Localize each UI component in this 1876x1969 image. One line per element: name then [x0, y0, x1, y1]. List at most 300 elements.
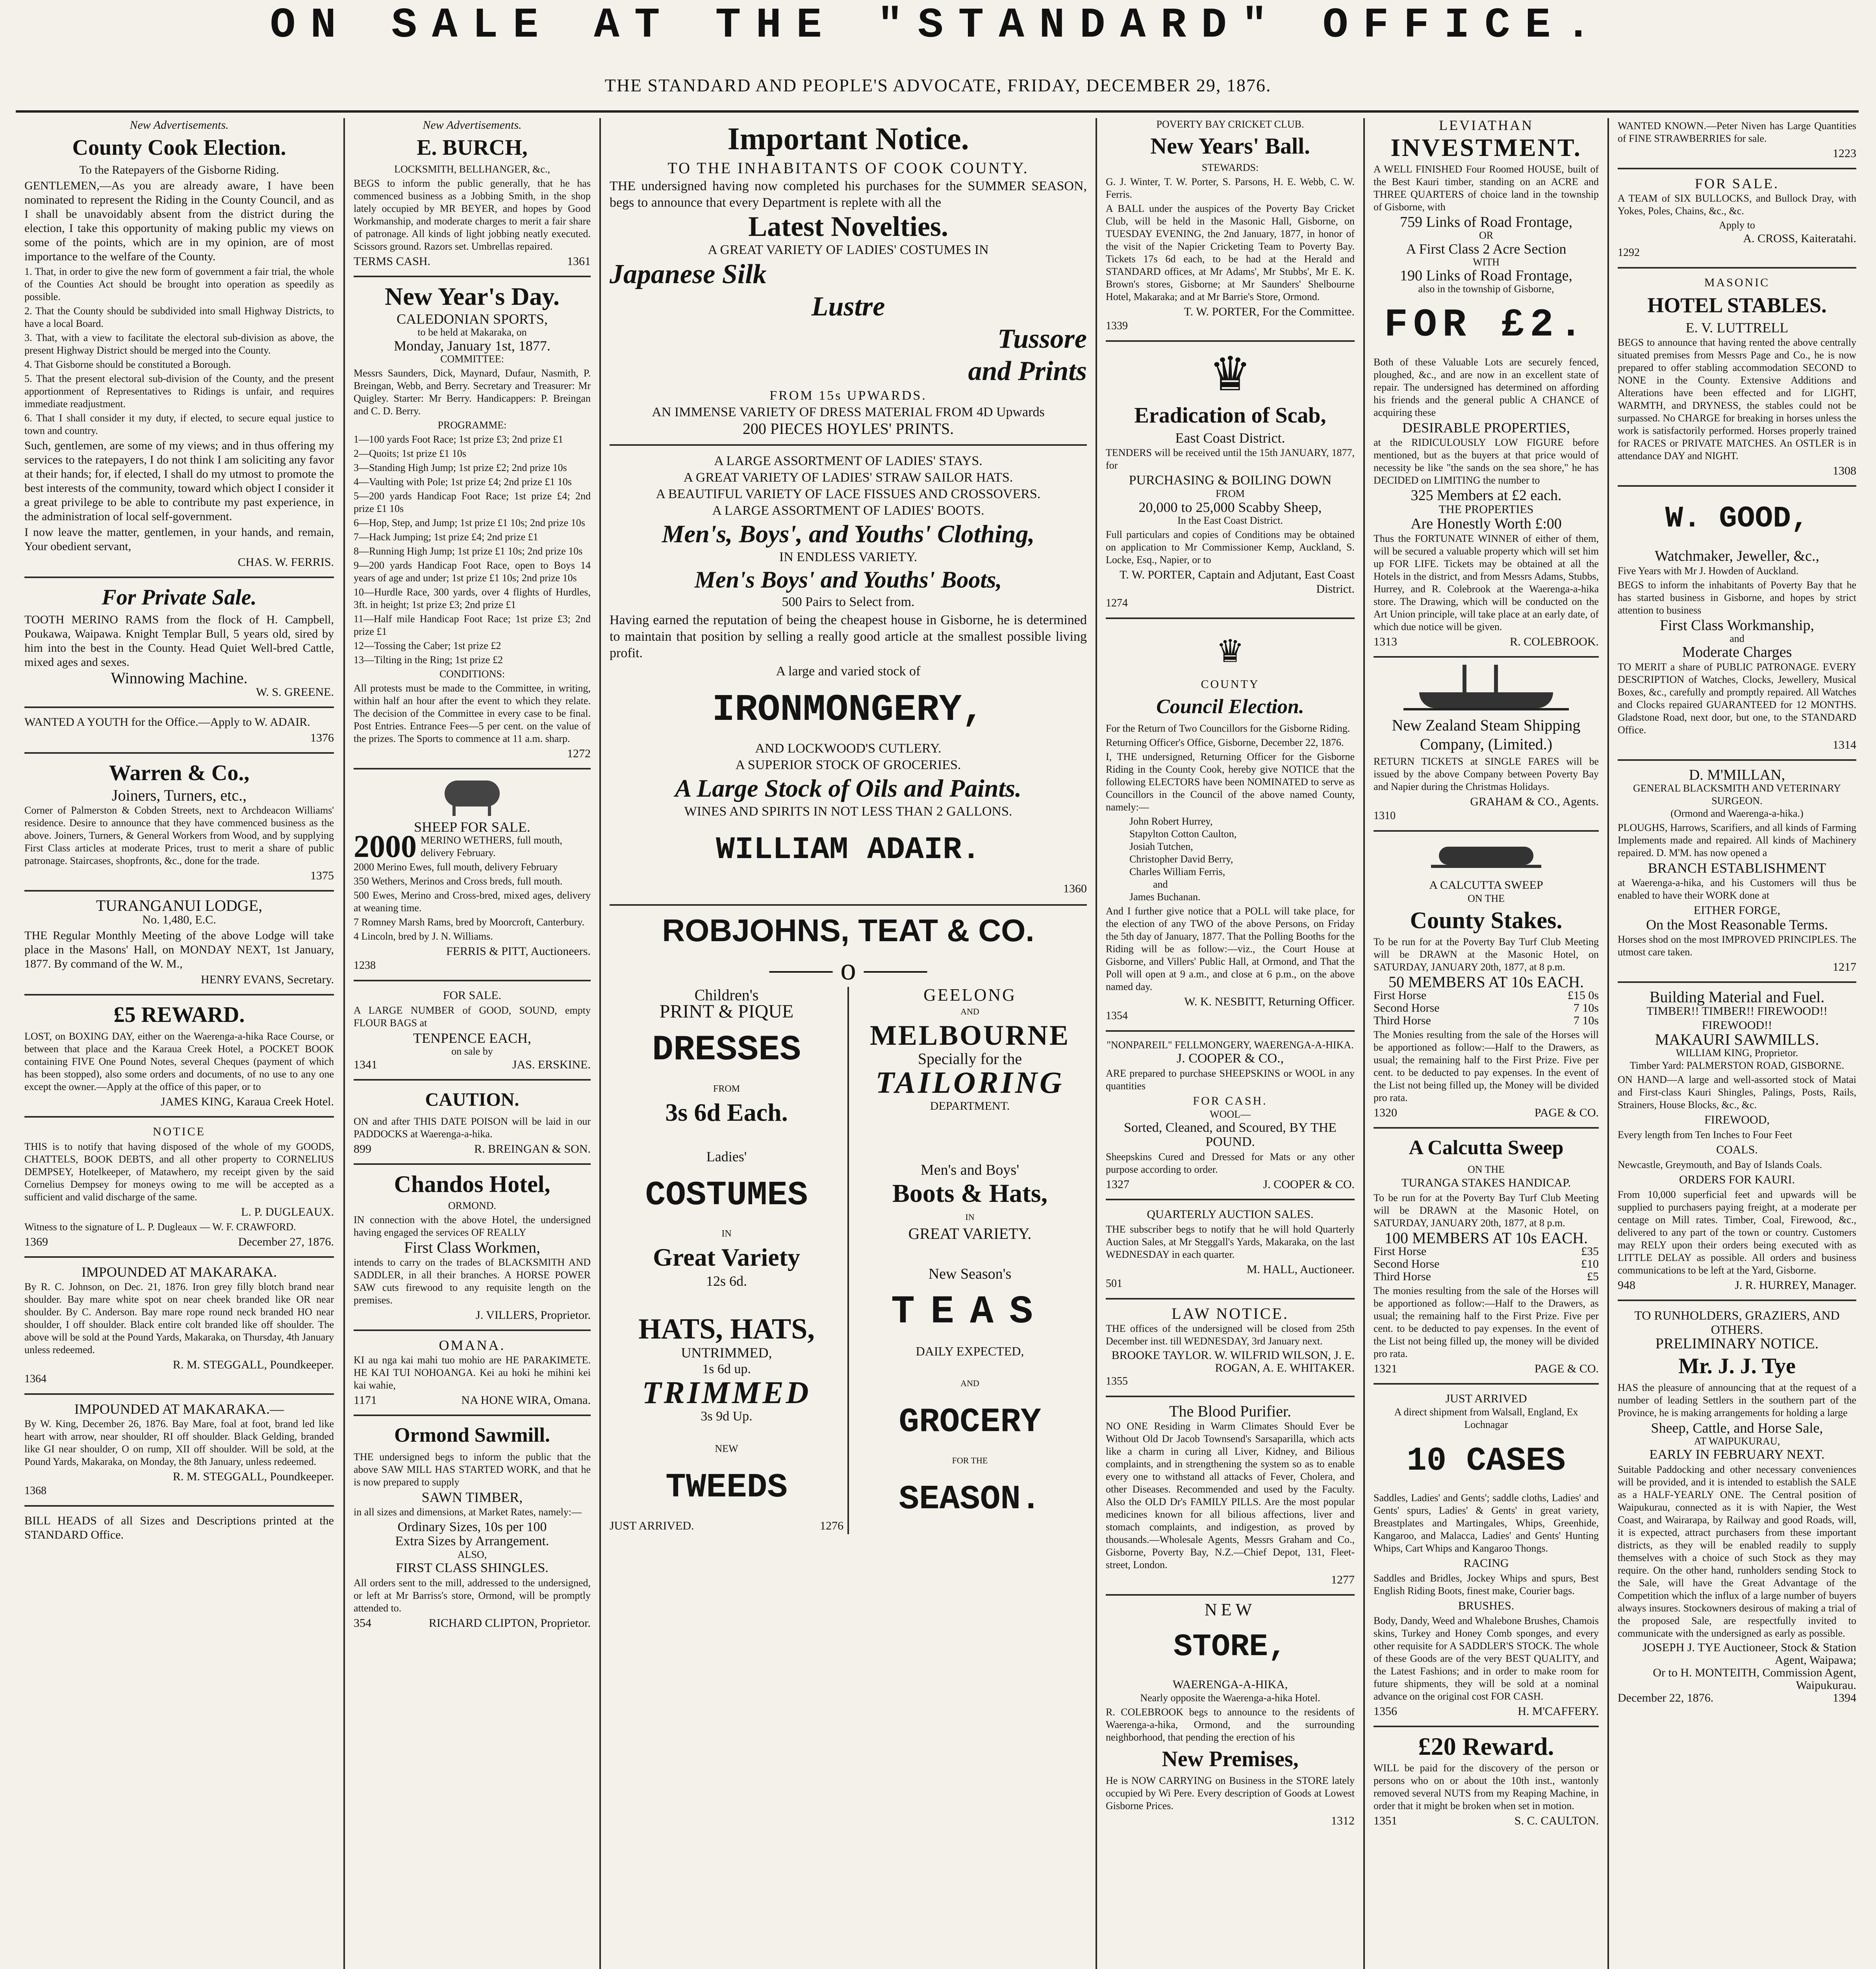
section-label: New Advertisements.	[130, 119, 229, 132]
ad-subtitle: TURANGA STAKES HANDICAP.	[1401, 1176, 1571, 1189]
sheep-icon	[437, 777, 508, 816]
ad-heading: Mr. J. J. Tye	[1678, 1354, 1796, 1378]
ad-line: Timber Yard: PALMERSTON ROAD, GISBORNE.	[1629, 1060, 1844, 1071]
ad-body: Such, gentlemen, are some of my views; and in thus offering my services to the ratepayers, I do not think I am soliciting any favor at their hands; for, if elected, I shall do my utmost to promote the best interests of the community, toward which object I consider it a great privilege to be able to contribute my past experience, in the administration of local self-government.	[24, 439, 334, 523]
ad-heading: Winnowing Machine.	[111, 669, 248, 687]
ad-heading: Latest Novelties.	[748, 211, 948, 242]
ad-title: HOTEL STABLES.	[1647, 293, 1827, 317]
ad-body: MERINO WETHERS, full mouth, delivery February.	[421, 834, 562, 858]
ad-number: 1327	[1106, 1178, 1129, 1191]
ad-subtitle: No. 1,480, E.C.	[142, 913, 216, 926]
ad-body: Body, Dandy, Weed and Whalebone Brushes, Chamois skins, Turkey and Honey Comb sponges, and every other requisite for A SADDLER'S STOCK. The whole of these Goods are of the very BEST QUALITY, and the Latest Fashions; and in order to make room for future shipments, they will be sold at a nominal advance on the original cost FOR CASH.	[1374, 1615, 1599, 1702]
ad-subtitle: Joiners, Turners, etc.,	[111, 786, 247, 804]
masthead-banner: ON SALE AT THE "STANDARD" OFFICE.	[270, 2, 1606, 50]
ad-footer	[24, 1235, 334, 1249]
ad-number: 1310	[1374, 810, 1396, 822]
ad-heading: DRESSES	[652, 1030, 801, 1070]
programme-item: 6—Hop, Step, and Jump; 1st prize £1 10s; 2nd prize 10s	[354, 517, 585, 528]
ad-title: E. BURCH,	[417, 135, 528, 160]
ad-heading: FOR £2.	[1384, 303, 1589, 348]
programme-item: 1—100 yards Foot Race; 1st prize £3; 2nd prize £1	[354, 434, 564, 445]
stock-line: 7 Romney Marsh Rams, bred by Moorcroft, Canterbury.	[354, 916, 585, 928]
robjohns-columns	[610, 987, 1087, 1534]
ad-subtitle: TO RUNHOLDERS, GRAZIERS, AND OTHERS.	[1634, 1308, 1840, 1337]
ad-heading: 50 MEMBERS AT 10s EACH.	[1388, 973, 1584, 991]
ad-title: QUARTERLY AUCTION SALES.	[1147, 1208, 1314, 1221]
divider	[610, 904, 1087, 906]
ad-number: 1238	[354, 959, 376, 972]
ad-heading: MELBOURNE	[869, 1020, 1070, 1051]
ad-line: A BEAUTIFUL VARIETY OF LACE FISSUES AND CROSSOVERS.	[656, 487, 1041, 501]
ad-signature: CHAS. W. FERRIS.	[237, 556, 334, 569]
ad-heading: 759 Links of Road Frontage,	[1400, 214, 1572, 230]
ad-line: Children's	[694, 986, 759, 1004]
ad-lead	[354, 829, 591, 864]
ad-body: THE offices of the undersigned will be closed from 25th December inst. till WEDNESDAY, 3rd January next.	[1106, 1323, 1355, 1347]
ad-body: ON HAND—A large and well-assorted stock of Matai and First-class Kauri Shingles, Palings, Posts, Rails, Strainers, House Blocks, &c., &c.	[1618, 1074, 1856, 1111]
ad-line: IN	[965, 1212, 975, 1222]
ad-title: Eradication of Scab,	[1134, 403, 1326, 428]
ad-heading: Are Honestly Worth £:00	[1411, 515, 1562, 532]
ad-number: 1361	[567, 255, 591, 268]
fabric-prints: and Prints	[968, 356, 1087, 386]
crown-icon: ♛	[1209, 348, 1251, 400]
ad-line: AT WAIPUKURAU,	[1694, 1435, 1780, 1447]
ad-number: 1274	[1106, 597, 1128, 609]
ad-body: G. J. Winter, T. W. Porter, S. Parsons, H. E. Webb, C. W. Ferris.	[1106, 176, 1355, 200]
ad-date: December 27, 1876.	[238, 1235, 334, 1248]
ad-subtitle: GENERAL BLACKSMITH AND VETERINARY SURGEON.	[1633, 782, 1841, 807]
programme-item: 5—200 yards Handicap Foot Race; 1st prize £4; 2nd prize £1 10s	[354, 490, 591, 514]
ad-signature: A. CROSS, Kaiteratahi.	[1743, 232, 1856, 245]
ad-body: To be run for at the Poverty Bay Turf Club Meeting will be DRAWN at the Masonic Hotel, on SATURDAY, JANUARY 20th, 1877, at 8 p.m.	[1374, 936, 1599, 973]
ad-heading: First Class Workmanship,	[1659, 617, 1815, 634]
ad-number: 1341	[354, 1058, 377, 1071]
ad-heading: HATS, HATS,	[638, 1313, 815, 1345]
ad-line: In the East Coast District.	[1177, 515, 1283, 526]
ad-signature: JAMES KING, Karaua Creek Hotel.	[161, 1095, 334, 1108]
ad-body: THE subscriber begs to notify that he will hold Quarterly Auction Sales, at Mr Steggall's Yards, Makaraka, on the last WEDNESDAY in each quarter.	[1106, 1224, 1355, 1260]
ad-heading: STEWARDS:	[1201, 162, 1259, 173]
ad-title: IMPOUNDED AT MAKARAKA.	[81, 1264, 277, 1280]
ad-signature: W. K. NESBITT, Returning Officer.	[1184, 995, 1355, 1008]
ad-line: GREAT VARIETY.	[908, 1225, 1032, 1242]
prize-label: Second Horse	[1374, 1257, 1440, 1270]
ad-signature: GRAHAM & CO., Agents.	[1470, 795, 1599, 808]
ad-line: Specially for the	[918, 1050, 1022, 1068]
ad-title: D. M'MILLAN,	[1689, 767, 1785, 783]
ad-body: THE undersigned having now completed his purchases for the SUMMER SEASON, begs to announce that every Department is replete with all the	[610, 179, 1087, 210]
ad-line: A direct shipment from Walsall, England, Ex Lochnagar	[1394, 1406, 1578, 1430]
ad-signature: JAS. ERSKINE.	[512, 1058, 591, 1071]
ad-line: A GREAT VARIETY OF LADIES' STRAW SAILOR HATS.	[683, 470, 1013, 485]
ad-title: County Stakes.	[1410, 907, 1563, 933]
ad-body: By W. King, December 26, 1876. Bay Mare, foal at foot, brand led like heart with arrow, near shoulder, RI off shoulder. Black Gelding, branded like GI near shoulder, O on rump, XII off shoulder. Will be sold, at the Pound Yards, Makaraka, on Monday, the 8th January, unless redeemed.	[24, 1418, 334, 1467]
divider	[1374, 1127, 1599, 1129]
ad-footer	[1374, 1362, 1599, 1376]
prize-value: 7 10s	[1573, 1001, 1599, 1014]
ad-heading: RACING	[1463, 1557, 1509, 1570]
ad-signature: H. M'CAFFERY.	[1518, 1705, 1599, 1718]
divider	[1374, 830, 1599, 832]
ad-subtitle: TO THE INHABITANTS OF COOK COUNTY.	[667, 159, 1029, 177]
ad-title: For Private Sale.	[102, 585, 257, 610]
ad-subtitle: COUNTY	[1201, 678, 1260, 691]
ad-signature: J. COOPER & CO.	[1263, 1178, 1355, 1191]
ad-body: WILL be paid for the discovery of the person or persons who on or about the 10th inst., wantonly removed several NUTS from my Reaping Machine, in order that it might be broken when set in motion.	[1374, 1762, 1599, 1811]
divider	[1374, 656, 1599, 658]
ad-line: FROM	[1216, 488, 1245, 499]
ad-body: I now leave the matter, gentlemen, in your hands, and remain, Your obedient servant,	[24, 526, 334, 553]
divider	[24, 1256, 334, 1258]
ad-body: Horses shod on the most IMPROVED PRINCIPLES. The utmost care taken.	[1618, 934, 1856, 958]
ad-title: Council Election.	[1156, 695, 1304, 718]
ad-body: ARE prepared to purchase SHEEPSKINS or WOOL in any quantities	[1106, 1068, 1355, 1092]
ad-line: Nearly opposite the Waerenga-a-hika Hotel.	[1140, 1692, 1320, 1704]
ad-number: 1272	[567, 747, 591, 760]
ad-heading: Great Variety	[653, 1243, 800, 1271]
ad-title: ROBJOHNS, TEAT & CO.	[662, 913, 1034, 948]
divider	[354, 1079, 591, 1081]
column-2	[345, 118, 599, 1969]
ad-signature: T. W. PORTER, For the Committee.	[1184, 305, 1355, 318]
ad-body: KI au nga kai mahi tuo mohio are HE PARAKIMETE. HE KAI TUI NOHOANGA. Kei au hoki he mihini kei kai wahie,	[354, 1354, 591, 1391]
ad-body: To be run for at the Poverty Bay Turf Club Meeting will be DRAWN at the Masonic Hotel, on SATURDAY, JANUARY 20th, 1877, at 8 p.m.	[1374, 1192, 1599, 1229]
ad-price: 12s 6d.	[706, 1273, 747, 1289]
ad-signature: JOSEPH J. TYE Auctioneer, Stock & Station Agent, Waipawa;	[1642, 1641, 1856, 1667]
prize-value: £10	[1581, 1257, 1599, 1270]
ad-line: A LARGE ASSORTMENT OF LADIES' BOOTS.	[712, 503, 984, 518]
ad-heading: COSTUMES	[645, 1176, 808, 1214]
ad-body: in all sizes and dimensions, at Market Rates, namely:—	[354, 1506, 582, 1518]
ad-title: CAUTION.	[425, 1089, 519, 1110]
ad-heading: New Premises,	[1162, 1747, 1299, 1771]
prize-label: Third Horse	[1374, 1014, 1431, 1027]
ad-title: New Years' Ball.	[1150, 133, 1310, 159]
ad-line: AND	[960, 1007, 979, 1016]
ad-subtitle: East Coast District.	[1175, 430, 1285, 446]
ad-line: Ladies'	[706, 1149, 747, 1164]
column-4	[1097, 118, 1363, 1969]
divider	[24, 706, 334, 708]
divider	[354, 1415, 591, 1416]
divider	[24, 1505, 334, 1507]
divider	[24, 1116, 334, 1118]
programme-item: 3—Standing High Jump; 1st prize £2; 2nd prize 10s	[354, 462, 567, 473]
ad-body: Both of these Valuable Lots are securely fenced, ploughed, &c., and are now in an excellent state of repair. The undersigned has determined on affording his friends and the general public A CHANCE of acquiring these	[1374, 356, 1599, 418]
prize-value: £5	[1587, 1270, 1599, 1283]
ad-body: BEGS to inform the inhabitants of Poverty Bay that he has started business in Gisborne, and hopes by strict attention to business	[1618, 579, 1856, 616]
ad-line: IN ENDLESS VARIETY.	[779, 550, 918, 564]
programme-item: 8—Running High Jump; 1st prize £1 10s; 2nd prize 10s	[354, 545, 583, 557]
ad-body: Every length from Ten Inches to Four Feet	[1618, 1129, 1793, 1140]
ad-number: 1171	[354, 1394, 377, 1407]
ad-subtitle: JUST ARRIVED	[1445, 1392, 1527, 1405]
ad-title: IMPOUNDED AT MAKARAKA.—	[74, 1401, 284, 1417]
ad-signature: T. W. PORTER, Captain and Adjutant, East Coast District.	[1120, 568, 1355, 595]
prize-row	[1374, 989, 1599, 1002]
ad-body: A LARGE NUMBER of GOOD, SOUND, empty FLOUR BAGS at	[354, 1005, 591, 1029]
ad-heading: TWEEDS	[665, 1468, 788, 1507]
ad-body: Messrs Saunders, Dick, Maynard, Dufaur, Nasmith, P. Breingan, Webb, and Berry. Secretary and Treasurer: Mr Quigley. Starter: Mr Berry. Handicappers: P. Breingan and C. D. Berry.	[354, 367, 591, 417]
divider	[1374, 1726, 1599, 1727]
ad-heading: FOR CASH.	[1193, 1094, 1268, 1107]
ad-title: £5 REWARD.	[113, 1003, 245, 1027]
divider	[354, 768, 591, 769]
ad-body: All protests must be made to the Committee, in writing, within half an hour after the event to which they relate. The decision of the Committee in every case to be final. Post Entries. Entrance Fees—5 per cent. on the value of the prizes. The Sports to commence at 11 a.m. sharp.	[354, 682, 591, 744]
nominee: Charles William Ferris,	[1129, 866, 1225, 877]
ad-number: 501	[1106, 1277, 1122, 1290]
ad-number: 1369	[24, 1235, 48, 1248]
ad-number: 1321	[1374, 1362, 1397, 1375]
ad-number: 1292	[1618, 247, 1640, 259]
prize-label: Second Horse	[1374, 1001, 1440, 1014]
ad-footer	[1618, 1278, 1856, 1292]
ad-heading: TIMBER!! TIMBER!! FIREWOOD!! FIREWOOD!!	[1646, 1005, 1828, 1032]
ad-number: 1376	[310, 731, 334, 744]
ad-heading: FIREWOOD,	[1704, 1113, 1770, 1126]
divider	[1618, 981, 1856, 983]
ad-body: BEGS to announce that having rented the above centrally situated premises from Messrs Page and Co., he is now prepared to offer stabling accommodation SECOND to NONE in the County. Extensive Additions and Alterations have been effected and for LIGHT, WARMTH, and DRYNESS, the stables could not be surpassed. No CHARGE for breaking in horses unless the work is satisfactorily performed. Horses properly trained for RACES or PRIVATE MATCHES. An OSTLER is in attendance DAY and NIGHT.	[1618, 337, 1856, 462]
ad-body: HAS the pleasure of announcing that at the request of a number of leading Settlers in the southern part of the Province, he is making arrangements for holding a large	[1618, 1382, 1856, 1418]
ad-body: THE undersigned begs to inform the public that the above SAW MILL HAS STARTED WORK, and that he is now prepared to supply	[354, 1451, 591, 1488]
ad-line: A SUPERIOR STOCK OF GROCERIES.	[735, 758, 961, 772]
ad-title: £20 Reward.	[1418, 1732, 1554, 1760]
ad-heading: GROCERY	[899, 1403, 1041, 1441]
ad-body: The monies resulting from the sale of the Horses will be apportioned as follow:—Half to the Drawers, as usual; the remaining half to the First Prize. Five per cent. to be deducted to pay expenses. In the event of the List not being filled up, the money will be divided pro rata.	[1374, 1285, 1599, 1359]
divider	[24, 994, 334, 996]
ad-heading: On the Most Reasonable Terms.	[1646, 917, 1828, 933]
ad-heading: BRANCH ESTABLISHMENT	[1648, 860, 1826, 876]
ad-heading: BRUSHES.	[1458, 1599, 1515, 1612]
ad-title: Chandos Hotel,	[394, 1171, 551, 1197]
ad-body: BILL HEADS of all Sizes and Descriptions printed at the STANDARD Office.	[24, 1514, 334, 1541]
prize-row	[1374, 1002, 1599, 1014]
ad-footer	[1106, 1177, 1355, 1192]
ad-point: 4. That Gisborne should be constituted a Borough.	[24, 359, 231, 370]
ad-date: December 22, 1876.	[1618, 1691, 1714, 1704]
ad-line: A large and varied stock of	[776, 664, 921, 679]
ad-subtitle: CALEDONIAN SPORTS,	[397, 311, 548, 327]
ad-heading: CONDITIONS:	[439, 668, 505, 680]
ad-body: TENDERS will be received until the 15th JANUARY, 1877, for	[1106, 447, 1355, 471]
divider	[1106, 1594, 1355, 1596]
ad-heading: TRIMMED	[642, 1376, 811, 1410]
ad-heading: A First Class 2 Acre Section	[1406, 241, 1566, 257]
ad-subtitle: WAERENGA-A-HIKA,	[1172, 1678, 1288, 1691]
ad-line: A LARGE ASSORTMENT OF LADIES' STAYS.	[714, 454, 982, 468]
ad-big-number: 2000	[354, 829, 417, 864]
ad-signature: Or to H. MONTEITH, Commission Agent, Waipukurau.	[1653, 1666, 1856, 1692]
ad-body: Corner of Palmerston & Cobden Streets, next to Archdeacon Williams' residence. Desire to announce that they have commenced business as the above. Joiners, Turners, & General Workers from Wood, and by supplying First Class articles at moderate Prices, trust to merit a share of public patronage. Staircases, shopfronts, &c., done for the trade.	[24, 805, 334, 866]
ad-line: FOR THE	[952, 1455, 988, 1465]
ad-line: FROM	[713, 1084, 740, 1094]
programme-item: 11—Half mile Handicap Foot Race; 1st prize £3; 2nd prize £1	[354, 613, 591, 637]
ad-number: 1320	[1374, 1106, 1397, 1119]
ad-body: at Waerenga-a-hika, and his Customers will thus be enabled to have their WORK done at	[1618, 877, 1856, 901]
ad-title: New Zealand Steam Shipping Company, (Limited.)	[1392, 716, 1581, 753]
ad-number: 1314	[1833, 738, 1856, 751]
ad-line: DEPARTMENT.	[930, 1099, 1010, 1112]
ad-body: A TEAM of SIX BULLOCKS, and Bullock Dray, with Yokes, Poles, Chains, &c., &c.	[1618, 193, 1856, 217]
prize-value: 7 10s	[1573, 1014, 1599, 1027]
ad-title: STORE,	[1173, 1629, 1287, 1665]
divider	[24, 752, 334, 754]
ad-line: UNTRIMMED,	[681, 1345, 772, 1361]
ad-body: THIS is to notify that having disposed of the whole of my GOODS, CHATTELS, BOOK DEBTS, and all other property to CORNELIUS DEMPSEY, Hotelkeeper, of Matawhero, my receipt given by the said Cornelius Dempsey for moneys owing to me will be accepted as a sufficient and valid discharge of the same.	[24, 1141, 334, 1203]
ad-price: Extra Sizes by Arrangement.	[395, 1534, 549, 1548]
ad-body: PLOUGHS, Harrows, Scarifiers, and all kinds of Farming Implements made and repaired. All kinds of Machinery repaired. D. M'M. has now opened a	[1618, 822, 1856, 858]
programme-item: 7—Hack Jumping; 1st prize £4; 2nd prize £1	[354, 531, 538, 543]
ad-line: (Ormond and Waerenga-a-hika.)	[1670, 808, 1804, 819]
ad-line: OR	[1479, 230, 1494, 241]
divider	[1618, 759, 1856, 761]
prize-label: Third Horse	[1374, 1270, 1431, 1283]
programme-item: 2—Quoits; 1st prize £1 10s	[354, 448, 466, 459]
ad-footer	[354, 1142, 591, 1156]
ad-title: TURANGANUI LODGE,	[96, 897, 263, 914]
divider	[1374, 1383, 1599, 1385]
nominee: Christopher David Berry,	[1129, 853, 1233, 865]
ad-line: NEW	[715, 1443, 738, 1454]
ad-heading: First Class Workmen,	[404, 1239, 541, 1256]
ad-heading: SEASON.	[899, 1480, 1041, 1518]
top-rule	[16, 110, 1859, 113]
ad-line: Men's and Boys'	[920, 1162, 1020, 1178]
ad-line: DAILY EXPECTED,	[916, 1344, 1024, 1358]
ad-price: 1s 6d up.	[702, 1362, 751, 1376]
ad-signature: FERRIS & PITT, Auctioneers.	[446, 945, 591, 958]
ad-footer	[354, 254, 591, 269]
ad-number: 948	[1618, 1279, 1635, 1292]
section-label: New Advertisements.	[423, 119, 522, 132]
ad-title: FOR SALE.	[1694, 176, 1780, 191]
ad-line: GEELONG	[923, 985, 1016, 1005]
ad-signature: R. M. STEGGALL, Poundkeeper.	[172, 1470, 334, 1483]
ad-signature: RICHARD CLIPTON, Proprietor.	[428, 1617, 591, 1630]
ad-price: 3s 6d Each.	[665, 1098, 788, 1126]
ad-footer	[354, 1058, 591, 1072]
ad-body: BEGS to inform the public generally, that he has commenced business as a Jobbing Smith, in the shop lately occupied by MR BEYER, and hopes by Good Workmanship, and moderate charges to merit a fair share of patronage. All kinds of light jobbing neatly executed. Scissors ground. Razors set. Umbrellas repaired.	[354, 178, 591, 252]
divider	[1618, 1300, 1856, 1301]
column-5	[1365, 118, 1607, 1969]
nominee: Josiah Tutchen,	[1129, 841, 1193, 852]
ad-line: FROM 15s UPWARDS.	[769, 388, 927, 403]
stock-line: 4 Lincoln, bred by J. N. Williams.	[354, 931, 493, 942]
ad-point: 3. That, with a view to facilitate the electoral sub-division as above, the present Highway District should be merged into the County.	[24, 332, 334, 356]
ad-body: A BALL under the auspices of the Poverty Bay Cricket Club, will be held in the Masonic Hall, Gisborne, on TUESDAY EVENING, the 2nd January, 1877, in honor of the visit of the Napier Cricketing Team to Poverty Bay. Tickets 17s 6d each, to be had at the Herald and STANDARD offices, at Mr Adams', Mr Stubbs', Mr E. K. Brown's stores, Gisborne; at Mr Saunders' Shelbourne Hotel, Makaraka; and at Mr Barrie's Store, Ormond.	[1106, 203, 1355, 302]
divider	[1106, 617, 1355, 619]
ad-number: 1394	[1833, 1691, 1856, 1704]
ad-line: AN IMMENSE VARIETY OF DRESS MATERIAL FROM 4D Upwards	[652, 405, 1045, 419]
ad-number: 1351	[1374, 1814, 1397, 1827]
ad-line: A GREAT VARIETY OF LADIES' COSTUMES IN	[708, 243, 989, 257]
ad-number: 1355	[1106, 1375, 1128, 1387]
ad-line: ON THE	[1467, 1164, 1505, 1175]
nominee: Stapylton Cotton Caulton,	[1129, 828, 1237, 840]
ad-heading: Sheep, Cattle, and Horse Sale,	[1651, 1420, 1823, 1436]
ad-body: Newcastle, Greymouth, and Bay of Islands Coals.	[1618, 1159, 1822, 1170]
divider	[354, 1329, 591, 1331]
ad-point: 2. That the County should be subdivided into small Highway Districts, to have a local Board.	[24, 305, 334, 329]
ad-heading: FIRST CLASS SHINGLES.	[396, 1561, 549, 1575]
ad-body: ON and after THIS DATE POISON will be laid in our PADDOCKS at Waerenga-a-hika.	[354, 1116, 591, 1140]
ad-number: 1356	[1374, 1705, 1397, 1718]
programme-item: 13—Tilting in the Ring; 1st prize £2	[354, 654, 503, 666]
ad-subtitle: E. V. LUTTRELL	[1685, 320, 1789, 336]
ad-subtitle: WILLIAM KING, Proprietor.	[1676, 1047, 1798, 1059]
ad-heading: 190 Links of Road Frontage,	[1400, 267, 1572, 284]
ad-body: Thus the FORTUNATE WINNER of either of them, will be secured a valuable property which will set him up FOR LIFE. Tickets may be obtained at all the Hotels in the district, and from Messrs Adams, Stubbs, Hurrey, and R. Colebrook at the Waerenga-a-hika store. The Drawing, which will be conducted on the Art Union principle, will take place at an early date, of which due notice will be given.	[1374, 533, 1599, 632]
ad-heading: A Large Stock of Oils and Paints.	[675, 774, 1022, 802]
ad-body: THE Regular Monthly Meeting of the above Lodge will take place in the Masons' Hall, on MONDAY NEXT, 1st January, 1877. By command of the W. M.,	[24, 929, 334, 970]
ad-title: W. GOOD,	[1665, 502, 1809, 536]
ad-body: RETURN TICKETS at SINGLE FARES will be issued by the above Company between Poverty Bay and Napier during the Christmas Holidays.	[1374, 756, 1599, 792]
ad-body: He is NOW CARRYING on Business in the STORE lately occupied by Wi Pere. Every description of Goods at Lowest Gisborne Prices.	[1106, 1775, 1355, 1811]
stock-line: 500 Ewes, Merino and Cross-bred, mixed ages, delivery at weaning time.	[354, 890, 591, 914]
robjohns-right	[849, 987, 1087, 1534]
ad-body: GENTLEMEN,—As you are already aware, I have been nominated to represent the Riding in the County Council, and as I shall be unavoidably absent from the district during the election, I take this opportunity of making public my views on some of the points, which are in my opinion, are of most importance to the welfare of the County.	[24, 179, 334, 263]
ad-body: LOST, on BOXING DAY, either on the Waerenga-a-hika Race Course, or between that place and the Karaua Creek Hotel, a POCKET BOOK containing FIVE One Pound Notes, several Cheques (payment of which has been stopped), also some orders and documents, of no use to any one except the owner.—Apply at the office of this paper, or to	[24, 1031, 334, 1092]
divider	[1618, 267, 1856, 269]
divider	[610, 444, 1087, 446]
ad-signature: R. BREINGAN & SON.	[474, 1142, 591, 1155]
ad-body: R. COLEBROOK begs to announce to the residents of Waerenga-a-hika, Ormond, and the surrounding neighborhood, that pending the erection of his	[1106, 1706, 1355, 1743]
ad-heading: Men's Boys' and Youths' Boots,	[694, 567, 1002, 593]
ad-body: I, THE undersigned, Returning Officer for the Gisborne Riding in the County Cook, hereby give NOTICE that the following ELECTORS have been NOMINATED to serve as Councillors in the Council of the above named County, namely:—	[1106, 751, 1355, 813]
ad-body: intends to carry on the trades of BLACKSMITH AND SADDLER, in all their branches. A HORSE POWER SAW cuts firewood to any requisite length on the premises.	[354, 1257, 591, 1306]
ad-line: PRINT & PIQUE	[659, 1001, 794, 1022]
ad-signature: HENRY EVANS, Secretary.	[200, 973, 334, 986]
ad-heading: Boots & Hats,	[892, 1179, 1048, 1208]
ad-body: Sheepskins Cured and Dressed for Mats or any other purpose according to order.	[1106, 1151, 1355, 1175]
ad-body: All orders sent to the mill, addressed to the undersigned, or left at Mr Barriss's store, Ormond, will be promptly attended to.	[354, 1577, 591, 1614]
ad-subtitle: POVERTY BAY CRICKET CLUB.	[1156, 119, 1304, 130]
stock-line: 2000 Merino Ewes, full mouth, delivery February	[354, 861, 558, 873]
ad-body: IN connection with the above Hotel, the undersigned having engaged the services OF REALLY	[354, 1214, 591, 1238]
ad-point: 5. That the present electoral sub-division of the County, and the present apportionment of Representatives to Ridings is unfair, and requires immediate readjustment.	[24, 373, 334, 410]
ad-title: County Cook Election.	[72, 135, 286, 160]
divider	[24, 1393, 334, 1395]
ad-heading: COALS.	[1716, 1143, 1758, 1156]
ad-terms: TERMS CASH.	[354, 255, 431, 268]
ad-signature: J. R. HURREY, Manager.	[1735, 1279, 1856, 1292]
dateline: THE STANDARD AND PEOPLE'S ADVOCATE, FRIDAY, DECEMBER 29, 1876.	[604, 75, 1272, 95]
ad-body: NO ONE Residing in Warm Climates Should Ever be Without Old Dr Jacob Townsend's Sarsaparilla, which acts like a charm in curing all Liver, Kidney, and Bilious complaints, and in strengthening the system so as to enable every one to withstand all attacks of Fever, Cholera, and other Diseases. Recommended and used by the Faculty. Also the OLD Dr's FAMILY PILLS. Are the most popular medicines known for all bilious affections, liver and stomach complaints, and indigestion, as proved by thousands.—Wholesale Agents, Messrs Graham and Co., Gisborne, Poverty Bay, N.Z.—Chief Depot, 131, Fleet-street, London.	[1106, 1420, 1355, 1570]
ad-title: FOR SALE.	[443, 989, 502, 1002]
ornament-icon: —— o ——	[769, 952, 927, 986]
ad-signature: J. VILLERS, Proprietor.	[476, 1309, 591, 1322]
racehorse-icon	[1415, 839, 1557, 874]
fabric-tussore: Tussore	[997, 324, 1087, 354]
ad-heading: PROGRAMME:	[437, 419, 507, 431]
ad-subtitle: To the Ratepayers of the Gisborne Riding.	[79, 163, 279, 176]
divider	[354, 1163, 591, 1165]
ad-body: TOOTH MERINO RAMS from the flock of H. Campbell, Poukawa, Waipawa. Knight Templar Bull, 5 years old, sired by him into the best in the County. Head Quiet Well-bred Cattle, mixed ages and sexes.	[24, 613, 334, 669]
nominee: James Buchanan.	[1129, 891, 1201, 903]
ad-line: AND LOCKWOOD'S CUTLERY.	[755, 741, 942, 756]
programme-item: 9—200 yards Handicap Foot Race, open to Boys 14 years of age and under; 1st prize £1 10s; 2nd prize 10s	[354, 560, 591, 584]
ad-heading: 20,000 to 25,000 Scabby Sheep,	[1138, 499, 1322, 515]
ad-body: at the RIDICULOUSLY LOW FIGURE before mentioned, but as the buyers at that price would of necessity be like "the sands on the sea shore," he has DECIDED on LIMITING the number to	[1374, 437, 1599, 486]
ad-number: 1313	[1374, 635, 1397, 648]
ad-number: 1360	[1063, 882, 1087, 895]
ad-number: 1217	[1833, 960, 1856, 973]
ad-line: also in the township of Gisborne,	[1418, 283, 1554, 295]
ad-body: From 10,000 superficial feet and upwards will be supplied to purchasers paying freight, at a moderate per centage on Mill rates. Timber, Coal, Firewood, &c., delivered to any part of the town or country. Customers may RELY upon their orders being executed with as LITTLE DELAY as possible. All orders and business communications to be left at the Yard, Gisborne.	[1618, 1189, 1856, 1276]
ad-title: The Blood Purifier.	[1169, 1402, 1291, 1420]
ad-signature: BROOKE TAYLOR. W. WILFRID WILSON, J. E. ROGAN, A. E. WHITAKER.	[1111, 1349, 1355, 1374]
